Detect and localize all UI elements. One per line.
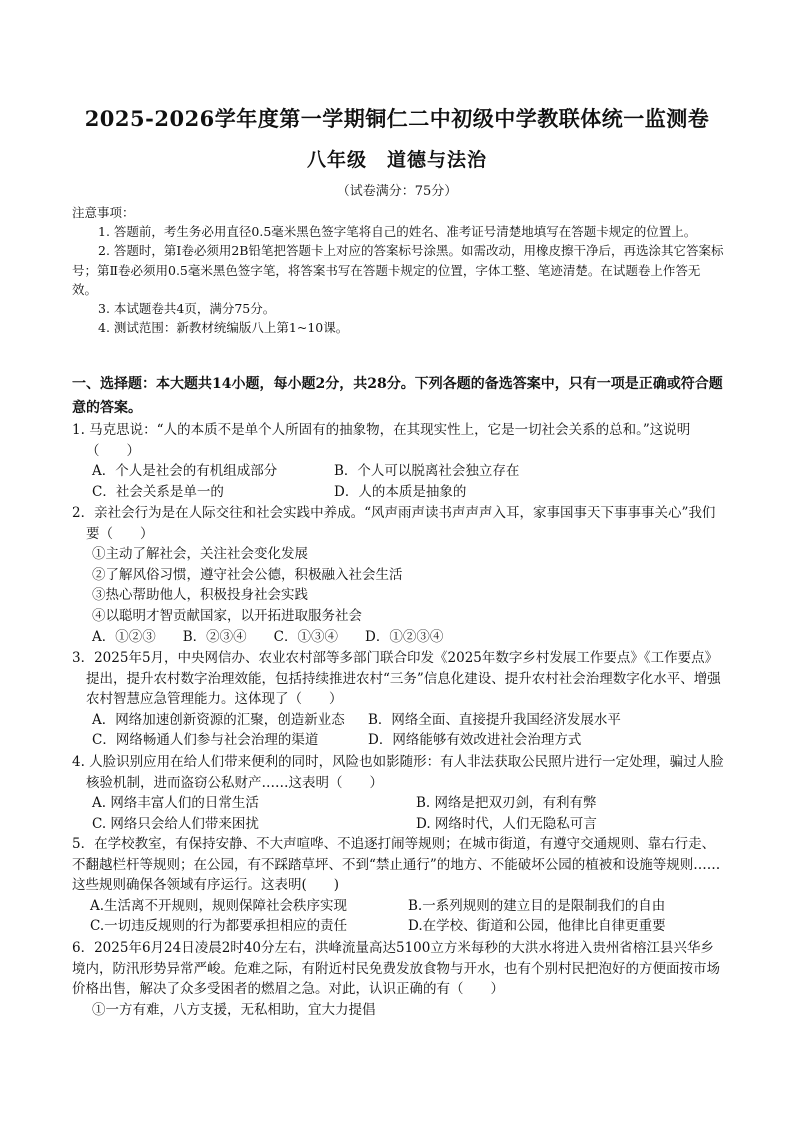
option-b: B.一系列规则的建立目的是限制我们的自由: [408, 897, 666, 914]
option-d: D．网络能够有效改进社会治理方式: [368, 732, 582, 749]
notice-block: [72, 203, 724, 337]
full-score-note: （试卷满分：75分）: [336, 184, 458, 199]
notice-item: 4. 测试范围：新教材统编版八上第1~10课。: [98, 320, 349, 336]
question-2: [72, 503, 724, 647]
question-stem: 3．2025年5月，中央网信办、农业农村部等多部门联合印发《2025年数字乡村发展工作要点》《工作要点》提出，提升农村数字治理效能，包括持续推进农村“三务”信息化建设、提升农村社会治理数字化水平、增强农村智慧应急管理能力。这体现了（ ）: [72, 650, 721, 708]
question-stem: 2．亲社会行为是在人际交往和社会实践中养成。“风声雨声读书声声声入耳，家事国事天下事事事关心”我们要（ ）: [72, 505, 716, 542]
option-a: A．个人是社会的有机组成部分: [92, 463, 278, 480]
question-stem: 6．2025年6月24日凌晨2时40分左右，洪峰流量高达5100立方米每秒的大洪水将进入贵州省榕江县兴华乡境内，防汛形势异常严峻。危难之际，有附近村民免费发放食物与开水，也有个别村民把泡好的方便面按市场价格出售，解决了众多受困者的燃眉之急。对此，认识正确的有（ ）: [72, 940, 720, 998]
question-1: [72, 420, 724, 502]
option-c: C．网络畅通人们参与社会治理的渠道: [92, 732, 319, 749]
options-grid: [72, 793, 724, 834]
option-c: C．社会关系是单一的: [92, 483, 224, 500]
option-d: D. 网络时代，人们无隐私可言: [416, 815, 597, 832]
option-c: C. 网络只会给人们带来困扰: [92, 815, 259, 832]
section-heading: 一、选择题：本大题共14小题，每小题2分，共28分。下列各题的备选答案中，只有一项是正确或符合题意的答案。: [72, 376, 723, 416]
option-a: A.生活离不开规则，规则保障社会秩序实现: [90, 897, 348, 914]
option-a: A. 网络丰富人们的日常生活: [92, 795, 259, 812]
option-b: B．个人可以脱离社会独立存在: [334, 463, 520, 480]
statement-2: ②了解风俗习惯，遵守社会公德，积极融入社会生活: [92, 566, 403, 583]
statement-1: ①主动了解社会，关注社会变化发展: [92, 546, 308, 563]
question-4: [72, 752, 724, 834]
option-d: D.在学校、街道和公园，他律比自律更重要: [408, 918, 666, 935]
statement-4: ④以聪明才智贡献国家，以开拓进取服务社会: [92, 607, 362, 624]
notice-item: 3. 本试题卷共4页，满分75分。: [98, 301, 276, 317]
options-grid: [72, 461, 724, 502]
option-c: C.一切违反规则的行为都要承担相应的责任: [90, 918, 348, 935]
statement-3: ③热心帮助他人，积极投身社会实践: [92, 587, 308, 604]
notice-heading: 注意事项：: [72, 205, 135, 220]
options-line: A．①②③ B．②③④ C．①③④ D．①②③④: [92, 628, 444, 645]
question-stem: 4. 人脸识别应用在给人们带来便利的同时，风险也如影随形：有人非法获取公民照片进行一定处理，骗过人脸核验机制，进而盗窃公私财产……这表明（ ）: [72, 754, 724, 791]
options-grid: [72, 710, 724, 751]
exam-subtitle: 八年级 道德与法治: [306, 149, 487, 171]
exam-title: 2025-2026学年度第一学期铜仁二中初级中学教联体统一监测卷: [84, 106, 710, 131]
question-5: [72, 834, 724, 937]
option-b: B. 网络是把双刃剑，有利有弊: [416, 795, 597, 812]
notice-item: 2. 答题时，第Ⅰ卷必须用2B铅笔把答题卡上对应的答案标号涂黑。如需改动，用橡皮擦干净后，再选涂其它答案标号；第Ⅱ卷必须用0.5毫米黑色签字笔，将答案书写在答题卡规定的位置，字体工整、笔迹清楚。在试题卷上作答无效。: [72, 243, 724, 297]
question-3: [72, 648, 724, 751]
options-grid: [72, 896, 724, 937]
option-d: D．人的本质是抽象的: [334, 483, 467, 500]
option-b: B．网络全面、直接提升我国经济发展水平: [368, 711, 621, 728]
question-stem: 1. 马克思说：“人的本质不是单个人所固有的抽象物，在其现实性上，它是一切社会关系的总和。”这说明（ ）: [72, 422, 691, 459]
question-6: [72, 938, 724, 1020]
question-stem: 5．在学校教室，有保持安静、不大声喧哗、不追逐打闹等规则；在城市街道，有遵守交通规则、靠右行走、不翻越栏杆等规则；在公园，有不踩踏草坪、不到“禁止通行”的地方、不能破坏公园的植被和设施等规则……这些规则确保各领域有序运行。这表明( ): [72, 836, 721, 894]
statement-1: ①一方有难，八方支援，无私相助，宜大力提倡: [92, 1001, 376, 1018]
notice-item: 1. 答题前，考生务必用直径0.5毫米黑色签字笔将自己的姓名、准考证号清楚地填写在答题卡规定的位置上。: [98, 224, 697, 240]
option-a: A．网络加速创新资源的汇聚，创造新业态: [92, 711, 345, 728]
